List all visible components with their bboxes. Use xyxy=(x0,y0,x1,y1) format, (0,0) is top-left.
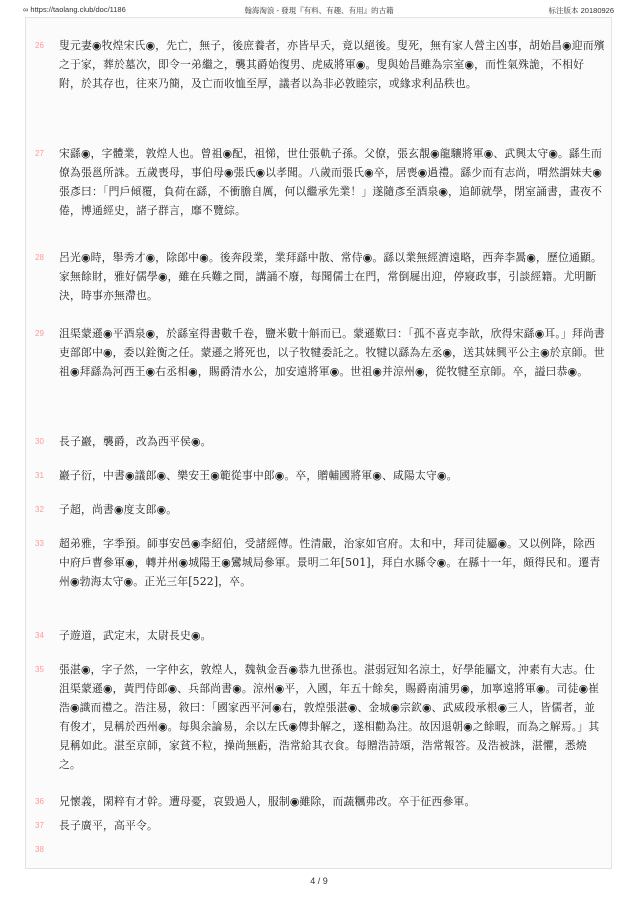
paragraph-text: 子超，尚書◉度支郎◉。 xyxy=(59,503,178,516)
paragraph-text: 長子廣平，高平令。 xyxy=(59,819,158,832)
paragraph-text: 兄懷義，閑粹有才幹。遭母憂，哀毀過人，服制◉雖除，而蔬糲弗改。卒于征西參軍。 xyxy=(59,795,476,808)
paragraph-28 xyxy=(35,248,605,305)
paragraph-33 xyxy=(35,534,605,591)
page-number: 4 / 9 xyxy=(310,876,328,886)
paragraph-text: 叟元妻◉牧煌宋氏◉，先亡，無子，後庶養者，亦皆早夭，竟以絕後。叟死，無有家人營主凶事，胡始昌◉迎而殯之于家，葬於墓次，即令一弟繼之，襲其爵始復男、虎威將軍◉。叟與始昌雖為宗室◉，而性氣殊詭，不相好附，於其存也，往來乃簡，及亡而收恤至厚，議者以為非必敦睦宗，或緣求利品秩也。 xyxy=(59,39,605,90)
paragraph-26 xyxy=(35,36,605,93)
paragraph-number: 38 xyxy=(35,845,44,854)
paragraph-text: 超弟雅，字季預。師事安邑◉李紹伯，受諸經傳。性清嚴，治家如官府。太和中，拜司徒屬◉。又以例降，除西中府戶曹參軍◉，轉并州◉城陽王◉鸞城局參軍。景明二年[501]，拜白水縣令◉。在縣十一年，頗得民和。遷青州◉勃海太守◉。正光三年[522]，卒。 xyxy=(59,537,601,588)
paragraph-number: 26 xyxy=(35,41,44,50)
paragraph-number: 27 xyxy=(35,149,44,158)
paragraph-31 xyxy=(35,466,605,485)
paragraph-text: 宋繇◉，字體業，敦煌人也。曾祖◉配，祖悌，世仕張軌子孫。父僚，張玄靚◉龍驤將軍◉、武興太守◉。繇生而僚為張邕所誅。五歲喪母，事伯母◉張氏◉以孝聞。八歲而張氏◉卒，居喪◉過禮。繇少而有志尚，喟然謂妹夫◉張彥曰：「門戶傾覆，負荷在繇，不衝膽自厲，何以繼承先業！」遂隨彥至酒泉◉，追師就學，閉室誦書，晝夜不倦，博通經史，諸子群言，靡不覽綜。 xyxy=(59,147,603,217)
site-title: 翰海淘浪 - 發現『有料、有趣、有用』的古籍 xyxy=(244,6,394,15)
paragraph-number: 28 xyxy=(35,253,44,262)
paragraph-36 xyxy=(35,792,605,811)
paragraph-number: 29 xyxy=(35,329,44,338)
paragraph-number: 33 xyxy=(35,539,44,548)
paragraph-32 xyxy=(35,500,605,519)
paragraph-number: 34 xyxy=(35,631,44,640)
paragraph-number: 36 xyxy=(35,797,44,806)
version-label: 标注版本 20180926 xyxy=(548,6,614,15)
paragraph-35 xyxy=(35,660,605,774)
paragraph-29 xyxy=(35,324,605,381)
source-url[interactable]: ∞ https://taolang.club/doc/1186 xyxy=(23,5,126,14)
paragraph-37 xyxy=(35,816,605,835)
paragraph-number: 30 xyxy=(35,437,44,446)
paragraph-number: 37 xyxy=(35,821,44,830)
paragraph-number: 32 xyxy=(35,505,44,514)
paragraph-34 xyxy=(35,626,605,645)
paragraph-text: 張湛◉，字子然，一字仲玄，敦煌人，魏執金吾◉恭九世孫也。湛弱冠知名涼土，好學能屬文，沖素有大志。仕沮渠蒙遜◉，黃門侍郎◉、兵部尚書◉。涼州◉平，入國，年五十餘矣，賜爵南浦男◉，加寧遠將軍◉。司徒◉崔浩◉識而禮之。浩注易，敘曰：「國家西平河◉右，敦煌張湛◉、金城◉宗欽◉、武威段承根◉三人，皆儒者，並有俊才，見稱於西州◉。每與余論易，余以左氏◉傳卦解之，遂相勸為注。故因退朝◉之餘暇，而為之解焉。」其見稱如此。湛至京師，家貧不粒，操尚無虧，浩常給其衣食。每贈浩詩頌，浩常報答。及浩被誅，湛懼，悉燒之。 xyxy=(59,663,600,771)
paragraph-text: 呂光◉時，舉秀才◉，除郎中◉。後奔段業，業拜繇中散、常侍◉。繇以業無經濟遠略，西奔李暠◉，歷位通顯。家無餘財，雅好儒學◉，雖在兵難之間，講誦不廢，每聞儒士在門，常倒屣出迎，停寢政事，引談經籍。尤明斷決，時事亦無滯也。 xyxy=(59,251,602,302)
paragraph-27 xyxy=(35,144,605,220)
paragraph-text: 沮渠蒙遜◉平酒泉◉，於繇室得書數千卷，鹽米數十斛而已。蒙遜歎曰：「孤不喜克李歆，欣得宋繇◉耳。」拜尚書吏部郎中◉，委以銓衡之任。蒙遜之將死也，以子牧犍委託之。牧犍以繇為左丞◉，送其妹興平公主◉於京師。世祖◉拜繇為河西王◉右丞相◉，賜爵清水公，加安遠將軍◉。世祖◉并涼州◉，從牧犍至京師。卒，謚曰恭◉。 xyxy=(59,327,605,378)
paragraph-number: 35 xyxy=(35,665,44,674)
paragraph-number: 31 xyxy=(35,471,44,480)
paragraph-text: 子遊道，武定末，太尉長史◉。 xyxy=(59,629,212,642)
paragraph-text: 巖子衍，中書◉議郎◉、樂安王◉範從事中郎◉。卒，贈輔國將軍◉、咸陽太守◉。 xyxy=(59,469,458,482)
page-header xyxy=(0,0,638,16)
paragraph-30 xyxy=(35,432,605,451)
paragraph-text: 長子巖，襲爵，改為西平侯◉。 xyxy=(59,435,212,448)
